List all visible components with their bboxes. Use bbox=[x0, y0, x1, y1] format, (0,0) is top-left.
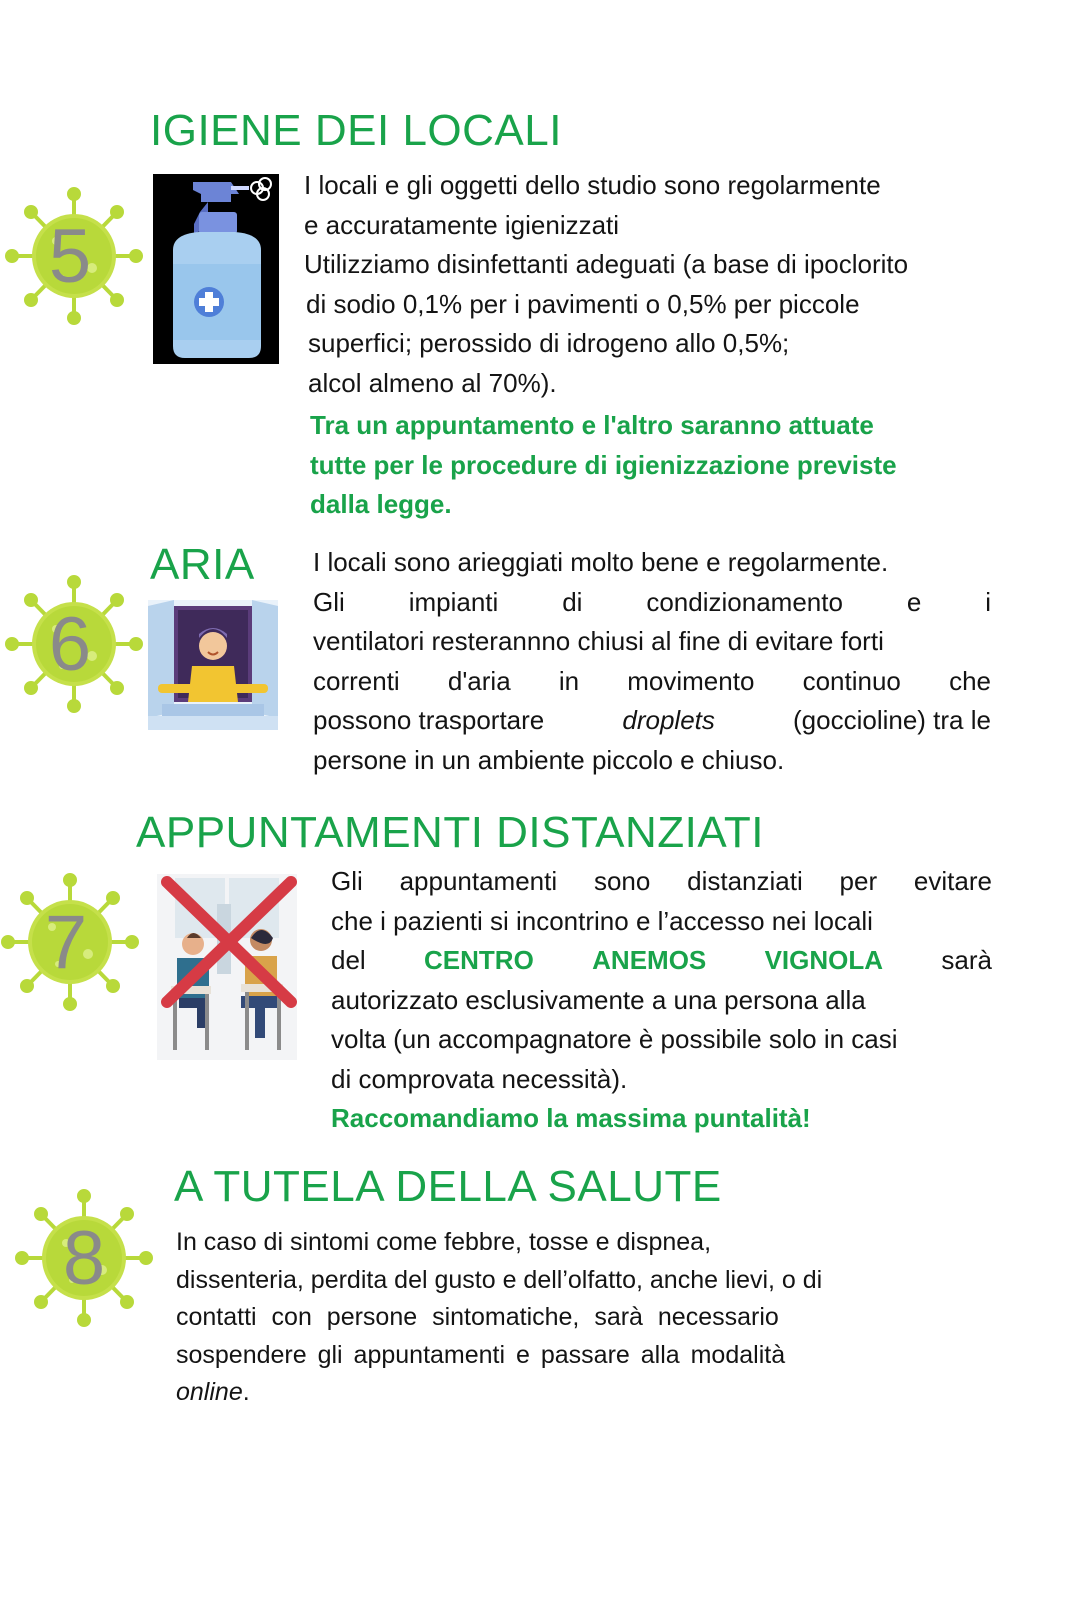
section-6-body bbox=[313, 543, 991, 780]
line-segment: (goccioline) tra le bbox=[793, 705, 991, 735]
section-5-title: IGIENE DEI LOCALI bbox=[150, 106, 562, 155]
virus-icon bbox=[4, 186, 144, 326]
body-line: superfici; perossido di idrogeno allo 0,5%; bbox=[308, 328, 790, 358]
open-window-person-icon bbox=[148, 600, 278, 730]
line-segment: . bbox=[242, 1378, 250, 1406]
body-line-justified bbox=[313, 662, 991, 702]
section-7-body bbox=[331, 862, 992, 1139]
body-line: I locali sono arieggiati molto bene e regolarmente. bbox=[313, 547, 889, 577]
section-6-title: ARIA bbox=[150, 540, 255, 589]
virus-icon bbox=[0, 872, 140, 1012]
body-line: ventilatori resterannno chiusi al fine di evitare forti bbox=[313, 626, 884, 656]
word: Gli bbox=[331, 866, 363, 896]
section-8-body bbox=[176, 1224, 936, 1412]
word: i bbox=[985, 586, 991, 617]
center-name-word: CENTRO bbox=[424, 945, 534, 975]
section-number: 8 bbox=[62, 1216, 106, 1301]
center-name-word: ANEMOS bbox=[592, 945, 707, 975]
section-5-body bbox=[304, 166, 1026, 403]
center-name-word: VIGNOLA bbox=[764, 945, 884, 975]
section-number: 6 bbox=[48, 602, 92, 687]
body-line: e accuratamente igienizzati bbox=[304, 209, 620, 240]
section-8-title: A TUTELA DELLA SALUTE bbox=[174, 1162, 722, 1211]
body-line-justified bbox=[331, 941, 992, 981]
body-line: dissenteria, perdita del gusto e dell’olfatto, anche lievi, o di bbox=[176, 1265, 823, 1294]
word: condizionamento bbox=[646, 586, 843, 617]
body-line-justified bbox=[313, 701, 991, 741]
word: di bbox=[562, 586, 583, 617]
body-line: persone in un ambiente piccolo e chiuso. bbox=[313, 744, 785, 775]
virus-icon bbox=[4, 574, 144, 714]
body-line: autorizzato esclusivamente a una persona alla bbox=[331, 984, 866, 1015]
section-number: 7 bbox=[44, 900, 88, 985]
word: evitare bbox=[913, 866, 992, 896]
word: impianti bbox=[408, 586, 499, 617]
body-line: che i pazienti si incontrino e l’accesso nei locali bbox=[331, 905, 873, 936]
word: appuntamenti bbox=[399, 866, 558, 896]
line-segment: possono trasportare bbox=[313, 705, 545, 735]
word: e bbox=[906, 586, 922, 617]
highlight-line: tutte per le procedure di igienizzazione previste bbox=[310, 449, 897, 480]
body-line: Utilizziamo disinfettanti adeguati (a base di ipoclorito bbox=[304, 249, 909, 279]
word: sono bbox=[593, 866, 651, 896]
word: in bbox=[558, 665, 580, 696]
section-5-highlight bbox=[310, 406, 1010, 525]
body-line-justified bbox=[331, 862, 992, 902]
word: Gli bbox=[313, 586, 345, 617]
body-line: di comprovata necessità). bbox=[331, 1063, 628, 1094]
word: movimento bbox=[627, 665, 755, 696]
word: continuo bbox=[802, 665, 901, 696]
virus-icon bbox=[14, 1188, 154, 1328]
word: che bbox=[949, 665, 991, 696]
body-line: sospendere gli appuntamenti e passare alla modalità bbox=[176, 1340, 786, 1369]
body-line: contatti con persone sintomatiche, sarà necessario bbox=[176, 1303, 779, 1331]
punctuality-note: Raccomandiamo la massima puntalità! bbox=[331, 1103, 811, 1133]
word: distanziati bbox=[687, 866, 803, 896]
italic-word: online bbox=[176, 1378, 243, 1406]
section-7-title: APPUNTAMENTI DISTANZIATI bbox=[136, 808, 765, 857]
section-number: 5 bbox=[48, 214, 92, 299]
highlight-line: dalla legge. bbox=[310, 489, 452, 519]
body-line: volta (un accompagnatore è possibile solo in casi bbox=[331, 1024, 898, 1054]
body-line: I locali e gli oggetti dello studio sono regolarmente bbox=[304, 170, 881, 200]
highlight-line: Tra un appuntamento e l'altro saranno attuate bbox=[310, 410, 874, 440]
word: per bbox=[839, 866, 878, 896]
word: correnti bbox=[313, 665, 400, 696]
body-line-last bbox=[176, 1374, 936, 1412]
body-line: alcol almeno al 70%). bbox=[308, 367, 557, 398]
body-line: In caso di sintomi come febbre, tosse e dispnea, bbox=[176, 1228, 712, 1256]
crossed-waiting-room-icon bbox=[157, 874, 297, 1060]
body-line-justified bbox=[313, 583, 991, 623]
line-segment: sarà bbox=[941, 945, 992, 975]
word: d'aria bbox=[447, 665, 511, 696]
line-segment: del bbox=[331, 945, 366, 975]
italic-word: droplets bbox=[622, 705, 715, 735]
body-line: di sodio 0,1% per i pavimenti o 0,5% per piccole bbox=[306, 288, 860, 319]
spray-bottle-icon bbox=[153, 174, 279, 364]
